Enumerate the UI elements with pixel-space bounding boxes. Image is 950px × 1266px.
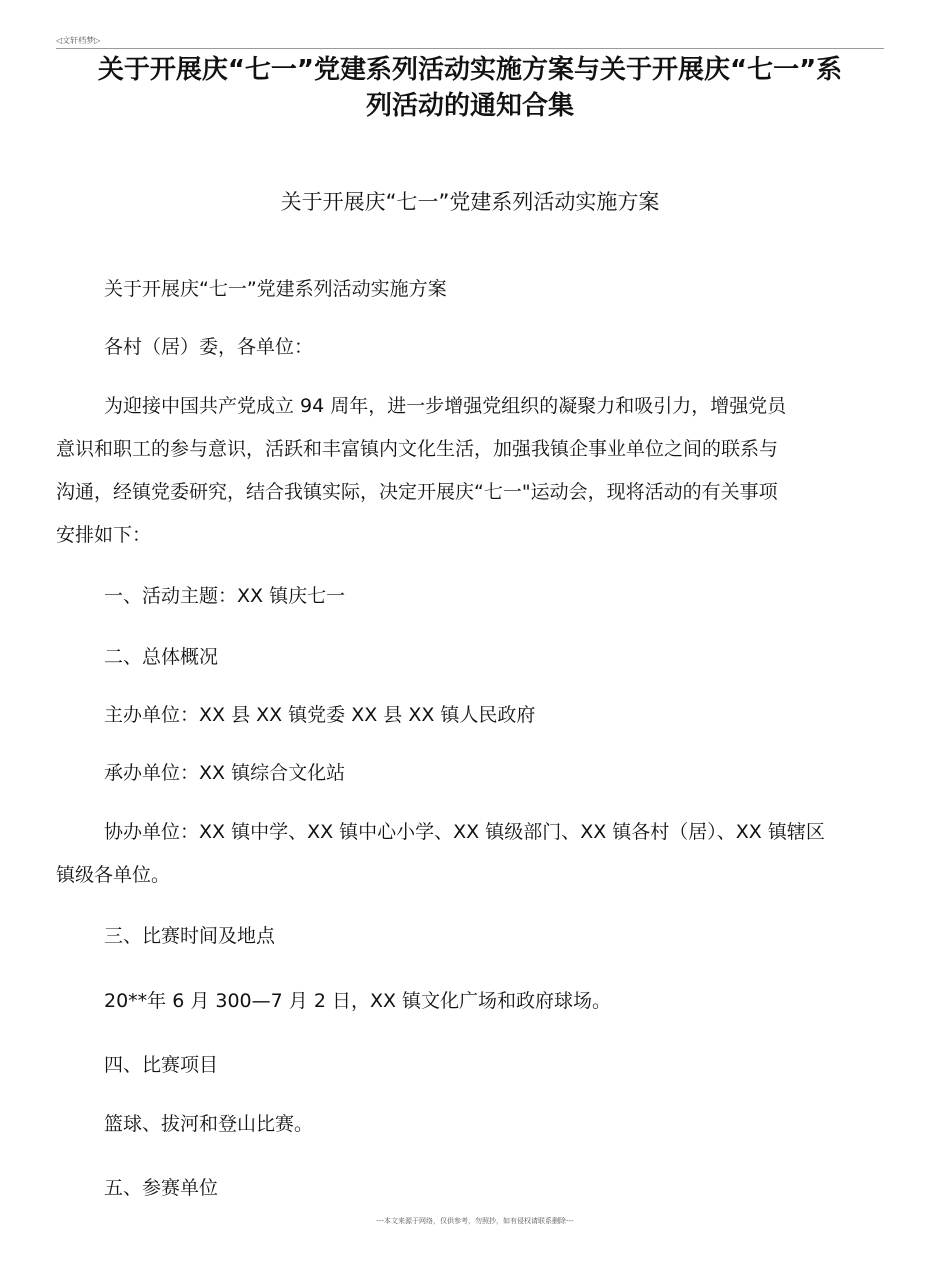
intro-line-4: 安排如下： [56,524,152,546]
document-title [56,52,884,124]
header-tag: ◁文轩档梦▷ [56,36,101,45]
time-place-detail: 20**年 6 月 300—7 月 2 日，XX 镇文化广场和政府球场。 [104,990,612,1012]
section-5-participants: 五、参赛单位 [104,1177,219,1199]
coorganizer-line-1: 协办单位：XX 镇中学、XX 镇中心小学、XX 镇级部门、XX 镇各村（居）、XX 镇辖区 [104,821,825,843]
section-subtitle: 关于开展庆“七一”党建系列活动实施方案 [280,190,660,214]
intro-line-2: 意识和职工的参与意识，活跃和丰富镇内文化生活，加强我镇企事业单位之间的联系与 [56,438,779,460]
organizer-unit: 承办单位：XX 镇综合文化站 [104,762,346,784]
section-2-overview: 二、总体概况 [104,646,219,668]
section-1-theme: 一、活动主题：XX 镇庆七一 [104,585,346,607]
intro-line-1: 为迎接中国共产党成立 94 周年，进一步增强党组织的凝聚力和吸引力，增强党员 [104,395,787,417]
body-heading: 关于开展庆“七一”党建系列活动实施方案 [104,278,447,300]
footer-disclaimer: ---本文来源于网络，仅供参考，勿照抄，如有侵权请联系删除--- [376,1217,574,1225]
document-title-line-2: 列活动的通知合集 [365,91,574,121]
intro-paragraph [56,385,888,557]
events-detail: 篮球、拔河和登山比赛。 [104,1113,314,1135]
intro-line-3: 沟通，经镇党委研究，结合我镇实际，决定开展庆“七一"运动会，现将活动的有关事项 [56,481,778,503]
host-units: 主办单位：XX 县 XX 镇党委 XX 县 XX 镇人民政府 [104,704,536,726]
coorganizer-line-2: 镇级各单位。 [56,864,171,886]
coorganizer-paragraph [56,811,888,897]
document-title-line-1: 关于开展庆“七一”党建系列活动实施方案与关于开展庆“七一”系 [97,55,843,85]
header-divider [56,48,884,49]
salutation: 各村（居）委，各单位： [104,336,314,358]
section-4-events: 四、比赛项目 [104,1054,219,1076]
section-3-time-place: 三、比赛时间及地点 [104,925,276,947]
